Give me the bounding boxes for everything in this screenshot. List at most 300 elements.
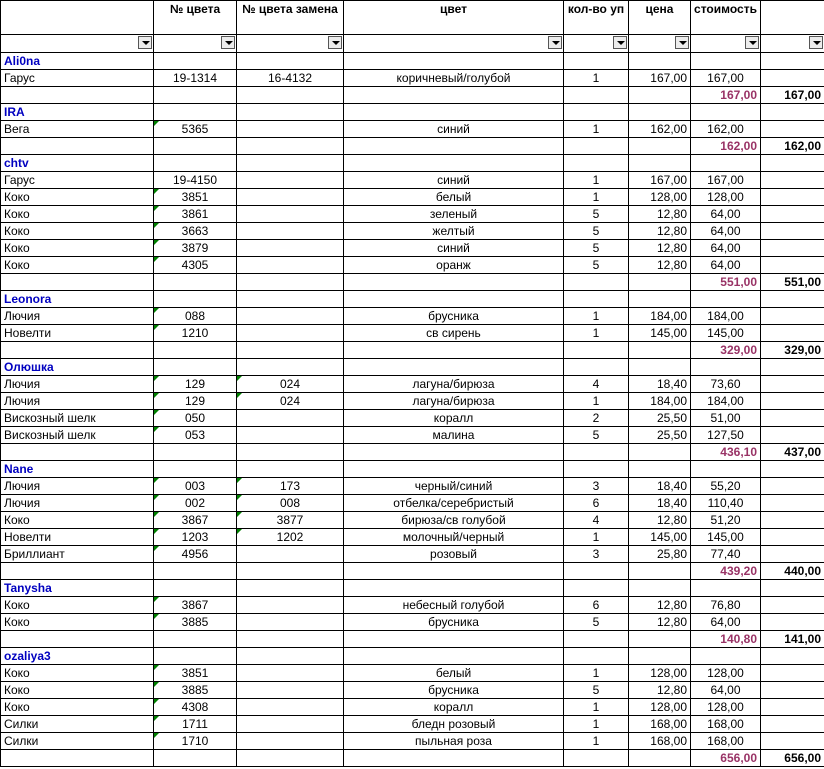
- group-name[interactable]: Tanysha: [1, 580, 154, 597]
- item-name[interactable]: Гарус: [1, 70, 154, 87]
- item-name[interactable]: Коко: [1, 223, 154, 240]
- color-name[interactable]: розовый: [344, 546, 564, 563]
- empty-cell[interactable]: [344, 580, 564, 597]
- empty-cell[interactable]: [761, 733, 824, 750]
- color-name[interactable]: брусника: [344, 308, 564, 325]
- filter-dropdown-icon[interactable]: [809, 36, 823, 49]
- replacement-code[interactable]: [237, 206, 344, 223]
- empty-cell[interactable]: [344, 342, 564, 359]
- empty-cell[interactable]: [761, 189, 824, 206]
- filter-dropdown-icon[interactable]: [221, 36, 235, 49]
- color-name[interactable]: оранж: [344, 257, 564, 274]
- empty-cell[interactable]: [761, 53, 824, 70]
- empty-cell[interactable]: [344, 461, 564, 478]
- empty-cell[interactable]: [564, 342, 629, 359]
- empty-cell[interactable]: [564, 631, 629, 648]
- cost[interactable]: 110,40: [691, 495, 761, 512]
- empty-cell[interactable]: [1, 563, 154, 580]
- empty-cell[interactable]: [564, 87, 629, 104]
- color-code[interactable]: 3867: [154, 597, 237, 614]
- empty-cell[interactable]: [237, 291, 344, 308]
- item-name[interactable]: Силки: [1, 733, 154, 750]
- color-code[interactable]: 19-4150: [154, 172, 237, 189]
- empty-cell[interactable]: [564, 155, 629, 172]
- color-name[interactable]: молочный/черный: [344, 529, 564, 546]
- color-code[interactable]: 4308: [154, 699, 237, 716]
- replacement-code[interactable]: [237, 733, 344, 750]
- quantity[interactable]: 6: [564, 495, 629, 512]
- empty-cell[interactable]: [154, 750, 237, 767]
- color-code[interactable]: 1203: [154, 529, 237, 546]
- empty-cell[interactable]: [344, 155, 564, 172]
- empty-cell[interactable]: [761, 478, 824, 495]
- color-code[interactable]: 4956: [154, 546, 237, 563]
- color-name[interactable]: синий: [344, 121, 564, 138]
- color-name[interactable]: коралл: [344, 699, 564, 716]
- color-name[interactable]: коричневый/голубой: [344, 70, 564, 87]
- rounded-total-value[interactable]: 440,00: [761, 563, 824, 580]
- quantity[interactable]: 5: [564, 427, 629, 444]
- empty-cell[interactable]: [761, 325, 824, 342]
- color-name[interactable]: белый: [344, 665, 564, 682]
- item-name[interactable]: Вискозный шелк: [1, 427, 154, 444]
- quantity[interactable]: 5: [564, 682, 629, 699]
- color-name[interactable]: небесный голубой: [344, 597, 564, 614]
- color-code[interactable]: 5365: [154, 121, 237, 138]
- empty-cell[interactable]: [344, 631, 564, 648]
- empty-cell[interactable]: [344, 750, 564, 767]
- group-name[interactable]: chtv: [1, 155, 154, 172]
- empty-cell[interactable]: [154, 53, 237, 70]
- price[interactable]: 167,00: [629, 70, 691, 87]
- empty-cell[interactable]: [237, 342, 344, 359]
- cost[interactable]: 145,00: [691, 325, 761, 342]
- empty-cell[interactable]: [761, 410, 824, 427]
- empty-cell[interactable]: [629, 461, 691, 478]
- empty-cell[interactable]: [154, 342, 237, 359]
- empty-cell[interactable]: [629, 342, 691, 359]
- replacement-code[interactable]: [237, 427, 344, 444]
- color-code[interactable]: 3879: [154, 240, 237, 257]
- empty-cell[interactable]: [564, 580, 629, 597]
- empty-cell[interactable]: [761, 682, 824, 699]
- empty-cell[interactable]: [761, 597, 824, 614]
- quantity[interactable]: 1: [564, 393, 629, 410]
- cost[interactable]: 51,20: [691, 512, 761, 529]
- item-name[interactable]: Коко: [1, 206, 154, 223]
- replacement-code[interactable]: [237, 546, 344, 563]
- empty-cell[interactable]: [629, 444, 691, 461]
- empty-cell[interactable]: [344, 104, 564, 121]
- color-code[interactable]: 1210: [154, 325, 237, 342]
- filter-dropdown-icon[interactable]: [675, 36, 689, 49]
- empty-cell[interactable]: [761, 665, 824, 682]
- cost[interactable]: 64,00: [691, 614, 761, 631]
- empty-cell[interactable]: [154, 461, 237, 478]
- price[interactable]: 12,80: [629, 682, 691, 699]
- color-name[interactable]: лагуна/бирюза: [344, 376, 564, 393]
- empty-cell[interactable]: [761, 546, 824, 563]
- empty-cell[interactable]: [237, 274, 344, 291]
- price[interactable]: 145,00: [629, 529, 691, 546]
- color-code[interactable]: 3867: [154, 512, 237, 529]
- replacement-code[interactable]: [237, 172, 344, 189]
- filter-dropdown-icon[interactable]: [138, 36, 152, 49]
- quantity[interactable]: 5: [564, 257, 629, 274]
- quantity[interactable]: 2: [564, 410, 629, 427]
- empty-cell[interactable]: [1, 631, 154, 648]
- item-name[interactable]: Коко: [1, 189, 154, 206]
- color-code[interactable]: 129: [154, 393, 237, 410]
- empty-cell[interactable]: [1, 750, 154, 767]
- item-name[interactable]: Коко: [1, 699, 154, 716]
- empty-cell[interactable]: [344, 291, 564, 308]
- color-code[interactable]: 19-1314: [154, 70, 237, 87]
- empty-cell[interactable]: [691, 648, 761, 665]
- quantity[interactable]: 1: [564, 325, 629, 342]
- empty-cell[interactable]: [761, 359, 824, 376]
- empty-cell[interactable]: [629, 138, 691, 155]
- color-code[interactable]: 4305: [154, 257, 237, 274]
- color-code[interactable]: 3885: [154, 682, 237, 699]
- price[interactable]: 128,00: [629, 699, 691, 716]
- empty-cell[interactable]: [1, 138, 154, 155]
- empty-cell[interactable]: [761, 648, 824, 665]
- item-name[interactable]: Новелти: [1, 529, 154, 546]
- empty-cell[interactable]: [761, 393, 824, 410]
- empty-cell[interactable]: [1, 444, 154, 461]
- price[interactable]: 12,80: [629, 223, 691, 240]
- empty-cell[interactable]: [564, 563, 629, 580]
- empty-cell[interactable]: [761, 614, 824, 631]
- rounded-total-value[interactable]: 141,00: [761, 631, 824, 648]
- item-name[interactable]: Вега: [1, 121, 154, 138]
- color-code[interactable]: 3885: [154, 614, 237, 631]
- empty-cell[interactable]: [629, 155, 691, 172]
- price[interactable]: 18,40: [629, 478, 691, 495]
- replacement-code[interactable]: 3877: [237, 512, 344, 529]
- subtotal-value[interactable]: 162,00: [691, 138, 761, 155]
- color-name[interactable]: отбелка/серебристый: [344, 495, 564, 512]
- color-code[interactable]: 3663: [154, 223, 237, 240]
- replacement-code[interactable]: [237, 665, 344, 682]
- item-name[interactable]: Гарус: [1, 172, 154, 189]
- empty-cell[interactable]: [237, 750, 344, 767]
- quantity[interactable]: 6: [564, 597, 629, 614]
- cost[interactable]: 184,00: [691, 393, 761, 410]
- group-name[interactable]: Олюшка: [1, 359, 154, 376]
- empty-cell[interactable]: [761, 699, 824, 716]
- replacement-code[interactable]: [237, 189, 344, 206]
- price[interactable]: 168,00: [629, 716, 691, 733]
- color-code[interactable]: 050: [154, 410, 237, 427]
- replacement-code[interactable]: [237, 614, 344, 631]
- empty-cell[interactable]: [154, 87, 237, 104]
- replacement-code[interactable]: [237, 240, 344, 257]
- color-name[interactable]: пыльная роза: [344, 733, 564, 750]
- color-name[interactable]: бледн розовый: [344, 716, 564, 733]
- color-name[interactable]: брусника: [344, 682, 564, 699]
- empty-cell[interactable]: [564, 291, 629, 308]
- item-name[interactable]: Новелти: [1, 325, 154, 342]
- filter-dropdown-icon[interactable]: [548, 36, 562, 49]
- rounded-total-value[interactable]: 551,00: [761, 274, 824, 291]
- color-code[interactable]: 053: [154, 427, 237, 444]
- color-name[interactable]: малина: [344, 427, 564, 444]
- color-name[interactable]: лагуна/бирюза: [344, 393, 564, 410]
- color-code[interactable]: 1710: [154, 733, 237, 750]
- item-name[interactable]: Бриллиант: [1, 546, 154, 563]
- color-code[interactable]: 3851: [154, 189, 237, 206]
- quantity[interactable]: 1: [564, 189, 629, 206]
- empty-cell[interactable]: [629, 87, 691, 104]
- price[interactable]: 184,00: [629, 308, 691, 325]
- quantity[interactable]: 1: [564, 529, 629, 546]
- item-name[interactable]: Лючия: [1, 376, 154, 393]
- empty-cell[interactable]: [344, 274, 564, 291]
- quantity[interactable]: 1: [564, 733, 629, 750]
- cost[interactable]: 162,00: [691, 121, 761, 138]
- empty-cell[interactable]: [691, 104, 761, 121]
- empty-cell[interactable]: [564, 648, 629, 665]
- empty-cell[interactable]: [564, 53, 629, 70]
- color-code[interactable]: 129: [154, 376, 237, 393]
- replacement-code[interactable]: [237, 699, 344, 716]
- empty-cell[interactable]: [629, 580, 691, 597]
- price[interactable]: 168,00: [629, 733, 691, 750]
- empty-cell[interactable]: [154, 104, 237, 121]
- empty-cell[interactable]: [564, 444, 629, 461]
- empty-cell[interactable]: [761, 461, 824, 478]
- group-name[interactable]: Nane: [1, 461, 154, 478]
- quantity[interactable]: 1: [564, 665, 629, 682]
- empty-cell[interactable]: [691, 155, 761, 172]
- item-name[interactable]: Коко: [1, 614, 154, 631]
- empty-cell[interactable]: [154, 648, 237, 665]
- color-name[interactable]: синий: [344, 172, 564, 189]
- empty-cell[interactable]: [564, 359, 629, 376]
- replacement-code[interactable]: [237, 682, 344, 699]
- replacement-code[interactable]: [237, 597, 344, 614]
- item-name[interactable]: Коко: [1, 257, 154, 274]
- quantity[interactable]: 1: [564, 172, 629, 189]
- empty-cell[interactable]: [564, 104, 629, 121]
- empty-cell[interactable]: [761, 223, 824, 240]
- subtotal-value[interactable]: 329,00: [691, 342, 761, 359]
- cost[interactable]: 128,00: [691, 665, 761, 682]
- cost[interactable]: 168,00: [691, 733, 761, 750]
- empty-cell[interactable]: [761, 257, 824, 274]
- replacement-code[interactable]: 16-4132: [237, 70, 344, 87]
- color-name[interactable]: синий: [344, 240, 564, 257]
- empty-cell[interactable]: [761, 240, 824, 257]
- replacement-code[interactable]: [237, 121, 344, 138]
- rounded-total-value[interactable]: 162,00: [761, 138, 824, 155]
- empty-cell[interactable]: [237, 631, 344, 648]
- subtotal-value[interactable]: 551,00: [691, 274, 761, 291]
- empty-cell[interactable]: [344, 359, 564, 376]
- empty-cell[interactable]: [564, 138, 629, 155]
- item-name[interactable]: Коко: [1, 597, 154, 614]
- cost[interactable]: 128,00: [691, 699, 761, 716]
- price[interactable]: 12,80: [629, 206, 691, 223]
- cost[interactable]: 184,00: [691, 308, 761, 325]
- empty-cell[interactable]: [761, 716, 824, 733]
- cost[interactable]: 51,00: [691, 410, 761, 427]
- price[interactable]: 12,80: [629, 257, 691, 274]
- empty-cell[interactable]: [691, 461, 761, 478]
- empty-cell[interactable]: [761, 155, 824, 172]
- color-name[interactable]: белый: [344, 189, 564, 206]
- replacement-code[interactable]: [237, 257, 344, 274]
- empty-cell[interactable]: [237, 563, 344, 580]
- empty-cell[interactable]: [629, 291, 691, 308]
- empty-cell[interactable]: [154, 580, 237, 597]
- price[interactable]: 12,80: [629, 614, 691, 631]
- quantity[interactable]: 5: [564, 240, 629, 257]
- quantity[interactable]: 1: [564, 308, 629, 325]
- color-code[interactable]: 002: [154, 495, 237, 512]
- replacement-code[interactable]: [237, 410, 344, 427]
- item-name[interactable]: Коко: [1, 665, 154, 682]
- cost[interactable]: 64,00: [691, 240, 761, 257]
- color-name[interactable]: св сирень: [344, 325, 564, 342]
- empty-cell[interactable]: [761, 121, 824, 138]
- empty-cell[interactable]: [564, 750, 629, 767]
- item-name[interactable]: Лючия: [1, 308, 154, 325]
- empty-cell[interactable]: [154, 138, 237, 155]
- empty-cell[interactable]: [629, 53, 691, 70]
- empty-cell[interactable]: [237, 87, 344, 104]
- item-name[interactable]: Коко: [1, 240, 154, 257]
- quantity[interactable]: 1: [564, 70, 629, 87]
- color-name[interactable]: бирюза/св голубой: [344, 512, 564, 529]
- cost[interactable]: 127,50: [691, 427, 761, 444]
- price[interactable]: 18,40: [629, 376, 691, 393]
- subtotal-value[interactable]: 167,00: [691, 87, 761, 104]
- replacement-code[interactable]: 024: [237, 393, 344, 410]
- item-name[interactable]: Лючия: [1, 393, 154, 410]
- empty-cell[interactable]: [629, 563, 691, 580]
- quantity[interactable]: 3: [564, 478, 629, 495]
- empty-cell[interactable]: [344, 138, 564, 155]
- cost[interactable]: 145,00: [691, 529, 761, 546]
- color-code[interactable]: 003: [154, 478, 237, 495]
- quantity[interactable]: 3: [564, 546, 629, 563]
- cost[interactable]: 128,00: [691, 189, 761, 206]
- cost[interactable]: 76,80: [691, 597, 761, 614]
- subtotal-value[interactable]: 656,00: [691, 750, 761, 767]
- item-name[interactable]: Лючия: [1, 495, 154, 512]
- price[interactable]: 25,80: [629, 546, 691, 563]
- price[interactable]: 128,00: [629, 189, 691, 206]
- cost[interactable]: 64,00: [691, 682, 761, 699]
- replacement-code[interactable]: 024: [237, 376, 344, 393]
- quantity[interactable]: 5: [564, 206, 629, 223]
- cost[interactable]: 167,00: [691, 70, 761, 87]
- quantity[interactable]: 1: [564, 121, 629, 138]
- quantity[interactable]: 4: [564, 376, 629, 393]
- price[interactable]: 162,00: [629, 121, 691, 138]
- replacement-code[interactable]: [237, 223, 344, 240]
- empty-cell[interactable]: [629, 359, 691, 376]
- empty-cell[interactable]: [629, 631, 691, 648]
- empty-cell[interactable]: [237, 580, 344, 597]
- empty-cell[interactable]: [629, 750, 691, 767]
- group-name[interactable]: ozaliya3: [1, 648, 154, 665]
- empty-cell[interactable]: [154, 274, 237, 291]
- item-name[interactable]: Коко: [1, 682, 154, 699]
- empty-cell[interactable]: [629, 104, 691, 121]
- empty-cell[interactable]: [154, 291, 237, 308]
- item-name[interactable]: Лючия: [1, 478, 154, 495]
- empty-cell[interactable]: [761, 427, 824, 444]
- empty-cell[interactable]: [344, 53, 564, 70]
- color-name[interactable]: желтый: [344, 223, 564, 240]
- cost[interactable]: 73,60: [691, 376, 761, 393]
- rounded-total-value[interactable]: 656,00: [761, 750, 824, 767]
- empty-cell[interactable]: [344, 87, 564, 104]
- replacement-code[interactable]: 173: [237, 478, 344, 495]
- rounded-total-value[interactable]: 437,00: [761, 444, 824, 461]
- cost[interactable]: 55,20: [691, 478, 761, 495]
- empty-cell[interactable]: [237, 461, 344, 478]
- empty-cell[interactable]: [761, 70, 824, 87]
- empty-cell[interactable]: [691, 580, 761, 597]
- empty-cell[interactable]: [761, 104, 824, 121]
- group-name[interactable]: Leonora: [1, 291, 154, 308]
- color-code[interactable]: 1711: [154, 716, 237, 733]
- empty-cell[interactable]: [761, 206, 824, 223]
- subtotal-value[interactable]: 140,80: [691, 631, 761, 648]
- cost[interactable]: 64,00: [691, 257, 761, 274]
- empty-cell[interactable]: [761, 580, 824, 597]
- item-name[interactable]: Силки: [1, 716, 154, 733]
- empty-cell[interactable]: [1, 274, 154, 291]
- group-name[interactable]: IRA: [1, 104, 154, 121]
- replacement-code[interactable]: 1202: [237, 529, 344, 546]
- item-name[interactable]: Коко: [1, 512, 154, 529]
- empty-cell[interactable]: [237, 104, 344, 121]
- empty-cell[interactable]: [761, 172, 824, 189]
- quantity[interactable]: 1: [564, 699, 629, 716]
- price[interactable]: 12,80: [629, 512, 691, 529]
- cost[interactable]: 77,40: [691, 546, 761, 563]
- filter-dropdown-icon[interactable]: [613, 36, 627, 49]
- empty-cell[interactable]: [237, 53, 344, 70]
- cost[interactable]: 64,00: [691, 223, 761, 240]
- color-name[interactable]: зеленый: [344, 206, 564, 223]
- quantity[interactable]: 5: [564, 614, 629, 631]
- quantity[interactable]: 5: [564, 223, 629, 240]
- replacement-code[interactable]: [237, 325, 344, 342]
- empty-cell[interactable]: [761, 291, 824, 308]
- empty-cell[interactable]: [237, 138, 344, 155]
- price[interactable]: 184,00: [629, 393, 691, 410]
- empty-cell[interactable]: [237, 359, 344, 376]
- empty-cell[interactable]: [154, 155, 237, 172]
- empty-cell[interactable]: [761, 512, 824, 529]
- price[interactable]: 145,00: [629, 325, 691, 342]
- empty-cell[interactable]: [237, 155, 344, 172]
- empty-cell[interactable]: [154, 359, 237, 376]
- replacement-code[interactable]: 008: [237, 495, 344, 512]
- filter-dropdown-icon[interactable]: [745, 36, 759, 49]
- empty-cell[interactable]: [761, 529, 824, 546]
- empty-cell[interactable]: [629, 648, 691, 665]
- color-name[interactable]: брусника: [344, 614, 564, 631]
- replacement-code[interactable]: [237, 716, 344, 733]
